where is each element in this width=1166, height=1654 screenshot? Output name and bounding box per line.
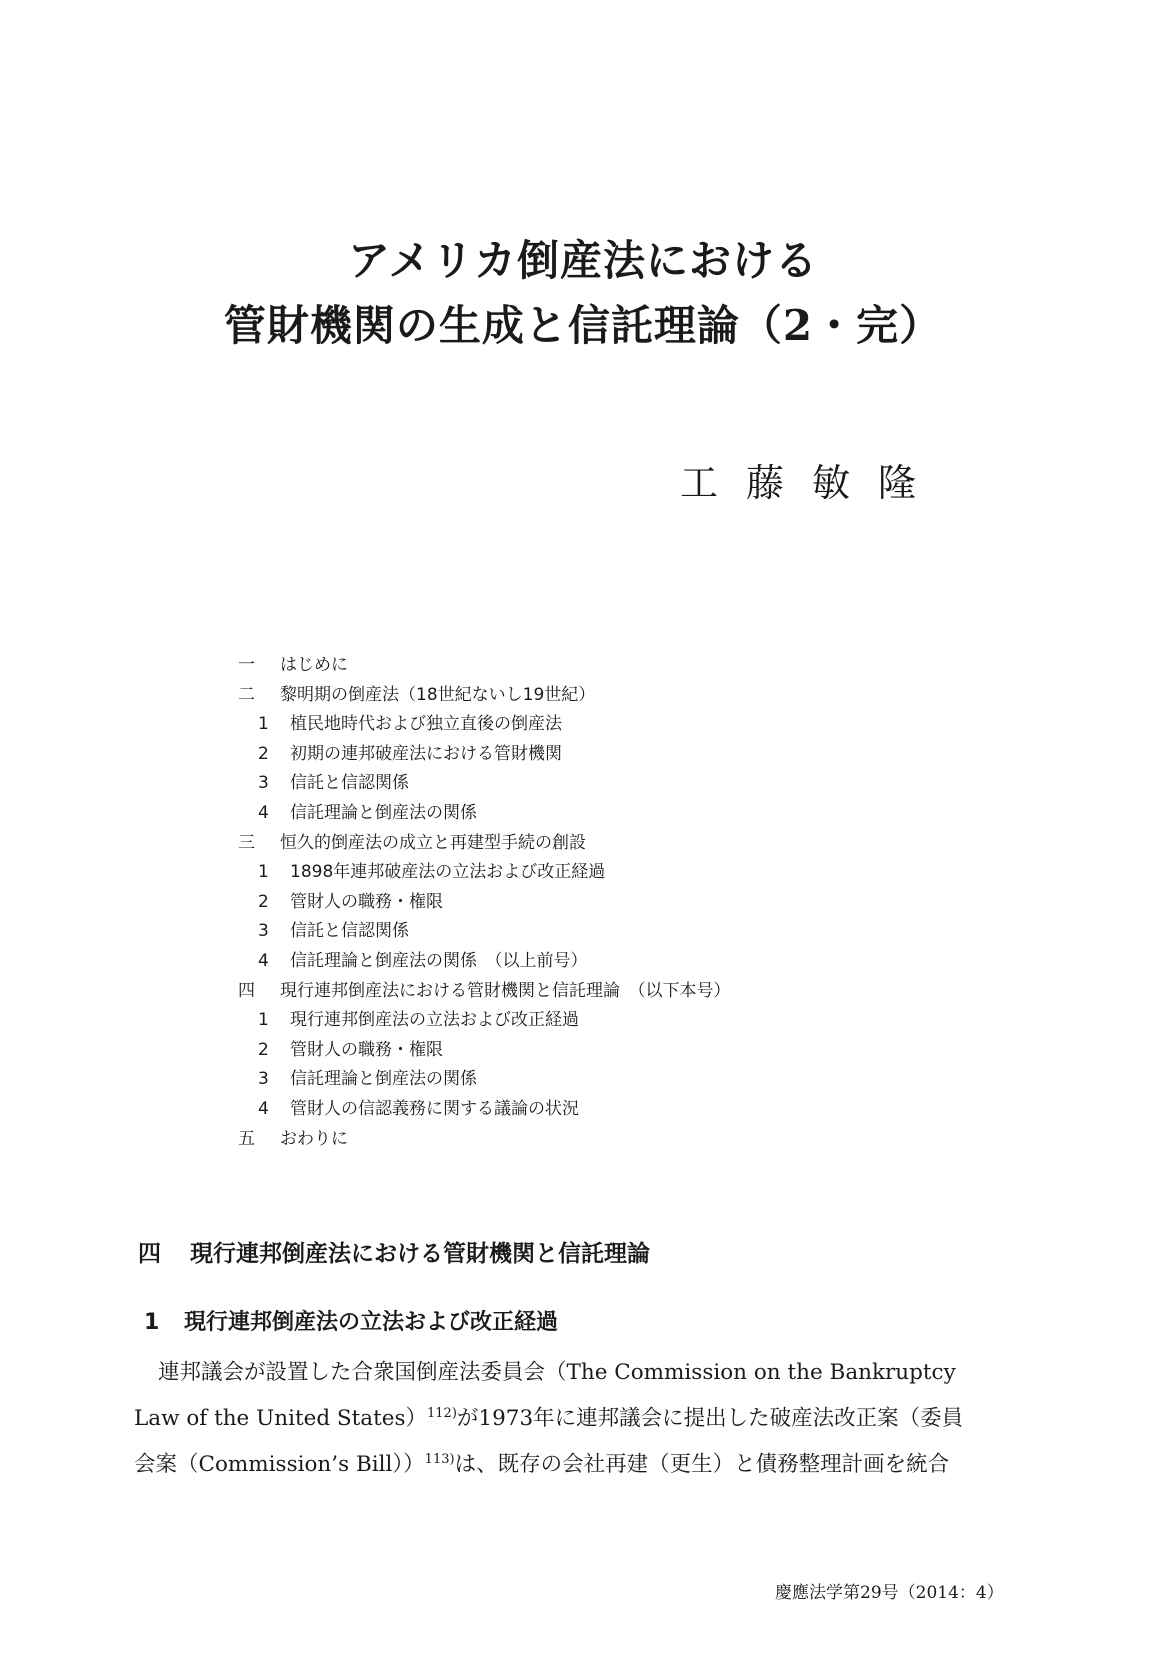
toc-item-number: 1: [258, 1010, 269, 1031]
section-title: 現行連邦倒産法における管財機関と信託理論: [190, 1241, 650, 1267]
body-line: [134, 1350, 1034, 1396]
toc-subitem: [238, 947, 731, 977]
toc-item-text: 信託と信認関係: [290, 921, 409, 942]
subsection-heading: [144, 1305, 558, 1336]
toc-subitem: [238, 1095, 731, 1125]
body-text-span: 連邦議会が設置した合衆国倒産法委員会（The Commission on the Bankruptcy: [158, 1360, 956, 1385]
title-line-1: アメリカ倒産法における: [347, 236, 819, 285]
body-text-span: が1973年に連邦議会に提出した破産法改正案（委員: [456, 1406, 964, 1431]
toc-item-text: はじめに: [280, 655, 348, 675]
body-line: [134, 1442, 1034, 1488]
toc-subitem: [238, 710, 731, 740]
toc-subitem: [238, 1006, 731, 1036]
toc-subitem: [238, 1065, 731, 1095]
section-number: 四: [138, 1241, 161, 1267]
toc-item-number: 二: [238, 684, 255, 705]
toc-item-number: 1: [258, 862, 269, 883]
toc-item-text: 黎明期の倒産法（18世紀ないし19世紀）: [280, 684, 596, 705]
toc-item-number: 3: [258, 773, 269, 794]
toc-item-number: 4: [258, 1098, 269, 1119]
toc-item-text: 信託理論と倒産法の関係 （以上前号）: [290, 950, 588, 971]
toc-item-number: 4: [258, 802, 269, 823]
toc-item-text: 管財人の職務・権限: [290, 1039, 443, 1060]
toc-subitem: [238, 888, 731, 918]
toc-item: [238, 651, 731, 681]
toc-item-text: 信託と信認関係: [290, 773, 409, 794]
footnote-ref-112[interactable]: 112): [427, 1405, 457, 1421]
toc-subitem: [238, 1036, 731, 1066]
toc-item-text: おわりに: [280, 1128, 348, 1149]
toc-item-number: 4: [258, 950, 269, 971]
page-footer: 慶應法学第29号（2014：4）: [775, 1583, 1004, 1603]
toc-item-number: 四: [238, 980, 255, 1001]
body-text-span: は、既存の会社再建（更生）と債務整理計画を統合: [454, 1452, 950, 1477]
toc-item: [238, 1125, 731, 1155]
toc-item-number: 一: [238, 655, 255, 675]
title-line-2: 管財機関の生成と信託理論（2・完）: [223, 301, 943, 350]
toc-item-text: 管財人の信認義務に関する議論の状況: [290, 1098, 579, 1119]
table-of-contents: [238, 651, 731, 1154]
body-text-span: 会案（Commission’s Bill））: [134, 1452, 425, 1477]
toc-item: [238, 977, 731, 1007]
toc-item-text: 信託理論と倒産法の関係: [290, 802, 477, 823]
toc-item: [238, 829, 731, 859]
toc-item-number: 2: [258, 891, 269, 912]
toc-item-text: 現行連邦倒産法における管財機関と信託理論 （以下本号）: [280, 980, 731, 1001]
toc-subitem: [238, 917, 731, 947]
footnote-ref-113[interactable]: 113): [424, 1451, 455, 1467]
toc-item-text: 管財人の職務・権限: [290, 891, 443, 912]
toc-item-text: 1898年連邦破産法の立法および改正経過: [290, 862, 606, 883]
toc-item-number: 3: [258, 921, 269, 942]
toc-subitem: [238, 799, 731, 829]
toc-item-number: 三: [238, 832, 255, 853]
toc-item-text: 信託理論と倒産法の関係: [290, 1069, 477, 1090]
author-name: 工藤敏隆: [680, 461, 945, 505]
body-line: [134, 1396, 1034, 1442]
toc-subitem: [238, 769, 731, 799]
toc-item-number: 五: [238, 1128, 255, 1149]
body-text-span: Law of the United States）: [134, 1406, 428, 1431]
section-heading: [138, 1235, 650, 1268]
toc-item-number: 2: [258, 1039, 269, 1060]
subsection-number: 1: [144, 1310, 160, 1335]
toc-item-text: 恒久的倒産法の成立と再建型手続の創設: [280, 832, 586, 853]
toc-item-text: 現行連邦倒産法の立法および改正経過: [290, 1010, 579, 1031]
subsection-title: 現行連邦倒産法の立法および改正経過: [184, 1310, 559, 1335]
toc-item: [238, 681, 731, 711]
toc-item-number: 2: [258, 743, 269, 764]
toc-subitem: [238, 740, 731, 770]
toc-item-text: 植民地時代および独立直後の倒産法: [290, 714, 562, 735]
toc-item-number: 1: [258, 714, 269, 735]
toc-item-number: 3: [258, 1069, 269, 1090]
body-paragraph: [134, 1350, 1034, 1488]
toc-subitem: [238, 858, 731, 888]
toc-item-text: 初期の連邦破産法における管財機関: [290, 743, 562, 764]
